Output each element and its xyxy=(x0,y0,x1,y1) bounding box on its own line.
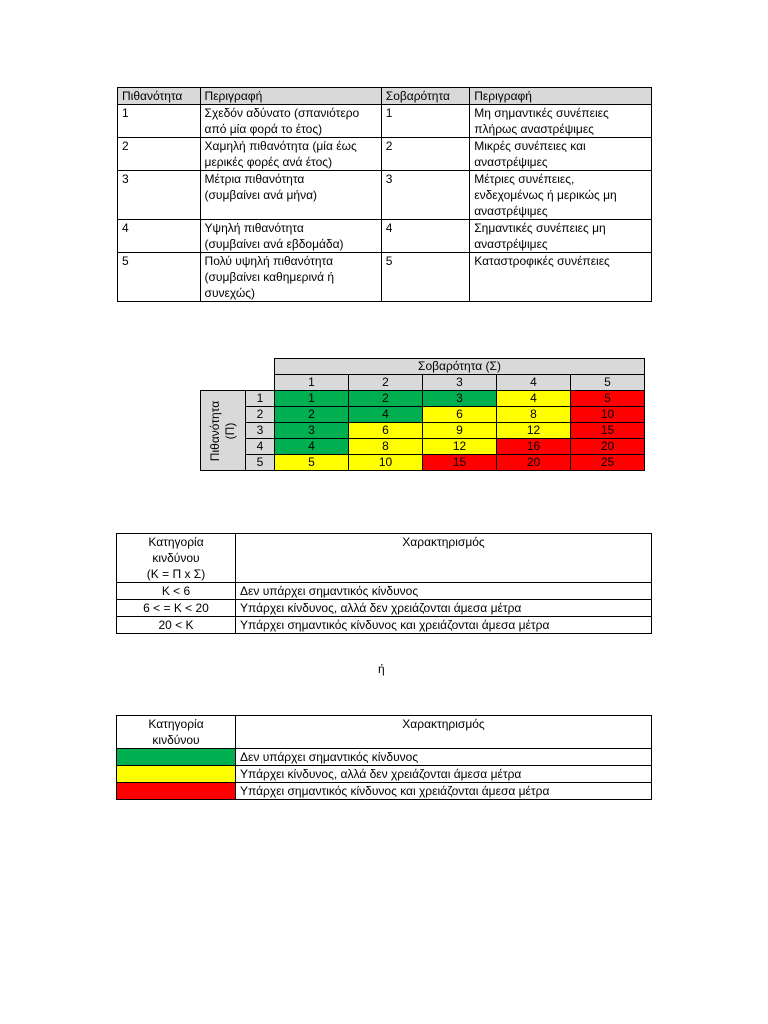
table-row xyxy=(117,583,652,600)
risk-category-table xyxy=(116,533,652,634)
severity-description: Μη σημαντικές συνέπειες πλήρως αναστρέψιμες xyxy=(470,105,652,138)
risk-cell: 3 xyxy=(423,391,497,407)
risk-characterization: Υπάρχει κίνδυνος, αλλά δεν χρειάζονται άμεσα μέτρα xyxy=(236,600,652,617)
severity-value: 5 xyxy=(381,253,469,302)
risk-cell: 9 xyxy=(423,423,497,439)
table-row xyxy=(117,766,652,783)
risk-cell: 5 xyxy=(275,455,349,471)
risk-cell: 8 xyxy=(349,439,423,455)
probability-row-header: 1 xyxy=(246,391,275,407)
probability-severity-table xyxy=(117,87,652,302)
risk-category-range: Κ < 6 xyxy=(117,583,236,600)
severity-column-header: 1 xyxy=(275,375,349,391)
risk-cell: 1 xyxy=(275,391,349,407)
probability-value: 3 xyxy=(118,171,201,220)
matrix-row xyxy=(201,423,645,439)
risk-cell: 25 xyxy=(571,455,645,471)
header-risk-category: Κατηγορία κινδύνου xyxy=(117,716,236,749)
severity-value: 1 xyxy=(381,105,469,138)
risk-characterization: Δεν υπάρχει σημαντικός κίνδυνος xyxy=(236,583,652,600)
severity-description: Καταστροφικές συνέπειες xyxy=(470,253,652,302)
table-row xyxy=(118,138,652,171)
table-header-row xyxy=(118,88,652,105)
severity-value: 3 xyxy=(381,171,469,220)
matrix-row xyxy=(201,455,645,471)
probability-label: Πιθανότητα (Π) xyxy=(201,391,246,471)
risk-cell: 12 xyxy=(423,439,497,455)
severity-column-header: 5 xyxy=(571,375,645,391)
probability-row-header: 2 xyxy=(246,407,275,423)
probability-value: 1 xyxy=(118,105,201,138)
table-row xyxy=(118,105,652,138)
table-row xyxy=(118,171,652,220)
severity-column-header: 2 xyxy=(349,375,423,391)
risk-cell: 6 xyxy=(423,407,497,423)
probability-value: 5 xyxy=(118,253,201,302)
risk-category-range: 20 < Κ xyxy=(117,617,236,634)
probability-row-header: 4 xyxy=(246,439,275,455)
risk-cell: 3 xyxy=(275,423,349,439)
table-row xyxy=(117,600,652,617)
risk-cell: 15 xyxy=(423,455,497,471)
table-row xyxy=(117,749,652,766)
probability-row-header: 3 xyxy=(246,423,275,439)
severity-column-header: 4 xyxy=(497,375,571,391)
probability-description: Σχεδόν αδύνατο (σπανιότερο από μία φορά το έτος) xyxy=(200,105,381,138)
probability-value: 2 xyxy=(118,138,201,171)
severity-description: Μέτριες συνέπειες, ενδεχομένως ή μερικώς μη αναστρέψιμες xyxy=(470,171,652,220)
risk-category-range: 6 < = Κ < 20 xyxy=(117,600,236,617)
risk-color-swatch xyxy=(117,766,236,783)
header-characterization: Χαρακτηρισμός xyxy=(236,716,652,749)
probability-value: 4 xyxy=(118,220,201,253)
matrix-row xyxy=(201,439,645,455)
header-severity: Σοβαρότητα xyxy=(381,88,469,105)
risk-characterization: Υπάρχει σημαντικός κίνδυνος και χρειάζονται άμεσα μέτρα xyxy=(236,617,652,634)
table-header-row xyxy=(117,534,652,583)
severity-description: Σημαντικές συνέπειες μη αναστρέψιμες xyxy=(470,220,652,253)
risk-color-swatch xyxy=(117,749,236,766)
probability-description: Πολύ υψηλή πιθανότητα (συμβαίνει καθημερινά ή συνεχώς) xyxy=(200,253,381,302)
or-separator: ή xyxy=(378,662,385,676)
header-description: Περιγραφή xyxy=(200,88,381,105)
risk-cell: 2 xyxy=(349,391,423,407)
probability-description: Υψηλή πιθανότητα (συμβαίνει ανά εβδομάδα) xyxy=(200,220,381,253)
risk-characterization: Δεν υπάρχει σημαντικός κίνδυνος xyxy=(236,749,652,766)
risk-cell: 20 xyxy=(497,455,571,471)
risk-cell: 4 xyxy=(275,439,349,455)
severity-description: Μικρές συνέπειες και αναστρέψιμες xyxy=(470,138,652,171)
risk-cell: 20 xyxy=(571,439,645,455)
risk-color-table xyxy=(116,715,652,800)
risk-cell: 16 xyxy=(497,439,571,455)
risk-cell: 2 xyxy=(275,407,349,423)
probability-description: Χαμηλή πιθανότητα (μία έως μερικές φορές ανά έτος) xyxy=(200,138,381,171)
risk-cell: 12 xyxy=(497,423,571,439)
risk-cell: 10 xyxy=(349,455,423,471)
severity-column-header: 3 xyxy=(423,375,497,391)
risk-cell: 4 xyxy=(497,391,571,407)
table-header-row xyxy=(117,716,652,749)
severity-value: 2 xyxy=(381,138,469,171)
table-row xyxy=(117,617,652,634)
header-risk-category: Κατηγορία κινδύνου (Κ = Π x Σ) xyxy=(117,534,236,583)
table-row xyxy=(118,253,652,302)
severity-label: Σοβαρότητα (Σ) xyxy=(275,359,645,375)
header-probability: Πιθανότητα xyxy=(118,88,201,105)
table-row xyxy=(118,220,652,253)
risk-characterization: Υπάρχει σημαντικός κίνδυνος και χρειάζονται άμεσα μέτρα xyxy=(236,783,652,800)
table-row xyxy=(117,783,652,800)
matrix-row xyxy=(201,407,645,423)
risk-cell: 15 xyxy=(571,423,645,439)
risk-characterization: Υπάρχει κίνδυνος, αλλά δεν χρειάζονται άμεσα μέτρα xyxy=(236,766,652,783)
severity-value: 4 xyxy=(381,220,469,253)
risk-cell: 10 xyxy=(571,407,645,423)
probability-row-header: 5 xyxy=(246,455,275,471)
risk-color-swatch xyxy=(117,783,236,800)
risk-cell: 6 xyxy=(349,423,423,439)
risk-cell: 8 xyxy=(497,407,571,423)
risk-cell: 4 xyxy=(349,407,423,423)
risk-cell: 5 xyxy=(571,391,645,407)
risk-matrix xyxy=(200,358,645,471)
matrix-row xyxy=(201,391,645,407)
header-description: Περιγραφή xyxy=(470,88,652,105)
probability-description: Μέτρια πιθανότητα (συμβαίνει ανά μήνα) xyxy=(200,171,381,220)
header-characterization: Χαρακτηρισμός xyxy=(236,534,652,583)
